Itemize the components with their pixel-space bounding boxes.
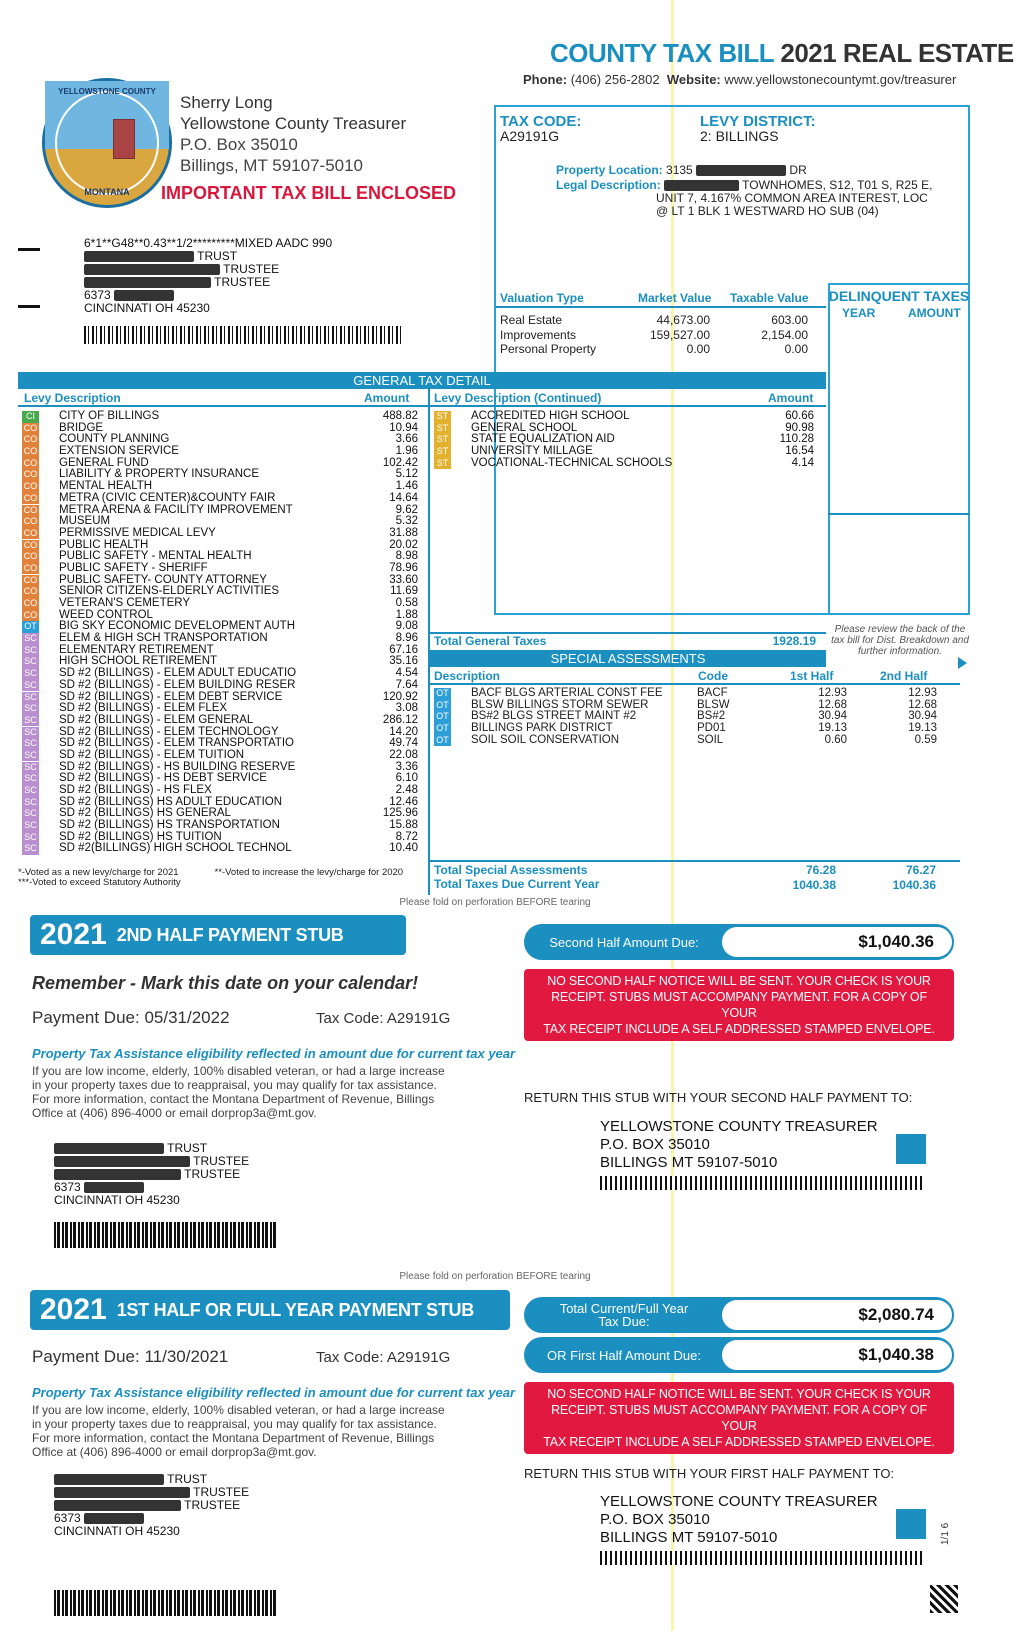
- levy-category-badge: SC: [22, 843, 39, 855]
- second-half-stub-banner: 2021 2ND HALF PAYMENT STUB: [30, 915, 406, 955]
- levy-amount: 5.12: [395, 468, 418, 481]
- levy-category-badge: CO: [23, 504, 38, 515]
- postal-barcode: [600, 1551, 924, 1565]
- levy-amount: 6.10: [395, 772, 418, 785]
- page-mark: 1/1 6: [940, 1522, 951, 1545]
- pta-body: If you are low income, elderly, 100% disabled veteran, or had a large increase in your property taxes due to reappraisal, you may qualify for tax assistance. For more information, contact the Montana Department of Revenue, Billings Office at (406) 896-4000 or email dorprop3a@mt.gov.: [32, 1064, 445, 1120]
- levy-category-badge: SC: [22, 773, 39, 785]
- levy-amount: 7.64: [395, 678, 418, 691]
- levy-category-badge: CO: [23, 516, 38, 527]
- levy-category-badge: SC: [22, 633, 39, 645]
- levy-description: PERMISSIVE MEDICAL LEVY: [59, 526, 216, 539]
- divider: [828, 513, 970, 515]
- remit-address: YELLOWSTONE COUNTY TREASURER P.O. BOX 35010 BILLINGS MT 59107-5010: [600, 1493, 878, 1546]
- levy-amount: 8.98: [395, 550, 418, 563]
- levy-amount: 8.72: [395, 830, 418, 843]
- levy-description: BRIDGE: [59, 421, 104, 434]
- qr-code: [930, 1585, 958, 1613]
- stub-tax-code: Tax Code: A29191G: [316, 1349, 451, 1366]
- levy-category-badge: CO: [23, 562, 38, 573]
- legal-description: Legal Description: TOWNHOMES, S12, T01 S, R25 E, UNIT 7, 4.167% COMMON AREA INTEREST, LOC @ LT 1 BLK 1 WESTWARD HO SUB (04): [556, 178, 933, 218]
- property-location: Property Location: 3135 DR: [556, 163, 807, 177]
- levy-description: SENIOR CITIZENS-ELDERLY ACTIVITIES: [59, 585, 280, 598]
- levy-amount: 125.96: [382, 807, 418, 820]
- levy-description: EXTENSION SERVICE: [59, 445, 179, 458]
- sa-second-half: 30.94: [908, 710, 937, 723]
- levy-description: PUBLIC SAFETY - SHERIFF: [59, 561, 208, 574]
- stub-barcode: [54, 1222, 278, 1248]
- second-half-amount-pill: Second Half Amount Due: $1,040.36: [524, 924, 954, 960]
- sa-second-half: 12.93: [908, 687, 937, 699]
- levy-category-badge: CO: [23, 446, 38, 457]
- fold-instruction: Please fold on perforation BEFORE tearing: [399, 1271, 591, 1282]
- levy-row: [22, 785, 418, 797]
- levy-amount: 1.88: [395, 608, 418, 621]
- levy-amount: 9.62: [395, 503, 418, 516]
- sa-second-half: 12.68: [908, 698, 937, 711]
- delinquent-year-header: YEAR: [842, 306, 876, 320]
- levy-category-badge: CO: [23, 551, 38, 562]
- levy-category-badge: SC: [22, 820, 39, 832]
- general-tax-left-list: [22, 411, 418, 855]
- levy-description: SD #2 (BILLINGS) - ELEM TRANSPORTATIO: [59, 737, 294, 750]
- levy-row: [22, 680, 418, 692]
- divider: [430, 683, 960, 685]
- total-due-label: Total Taxes Due Current Year: [434, 877, 600, 891]
- levy-row: [22, 446, 418, 458]
- levy-description: SD #2 (BILLINGS) - HS DEBT SERVICE: [59, 772, 267, 785]
- column-divider: [428, 389, 430, 895]
- stub-barcode: [54, 1590, 278, 1616]
- remit-address: YELLOWSTONE COUNTY TREASURER P.O. BOX 35010 BILLINGS MT 59107-5010: [600, 1118, 878, 1171]
- levy-description: SD #2 (BILLINGS) HS TUITION: [59, 830, 222, 843]
- levy-category-badge: ST: [434, 434, 451, 446]
- levy-description: PUBLIC SAFETY - MENTAL HEALTH: [59, 550, 252, 563]
- levy-category-badge: CO: [23, 527, 38, 538]
- levy-category-badge: CO: [23, 469, 38, 480]
- arrow-right-icon: [958, 657, 967, 669]
- levy-description: METRA ARENA & FACILITY IMPROVEMENT: [59, 503, 293, 516]
- website-link[interactable]: www.yellowstonecountymt.gov/treasurer: [724, 72, 957, 87]
- levy-category-badge: CO: [23, 434, 38, 445]
- levy-description: METRA (CIVIC CENTER)&COUNTY FAIR: [59, 491, 276, 504]
- general-tax-right-list: [434, 411, 814, 469]
- levy-category-badge: CO: [23, 492, 38, 503]
- special-assessment-row: [434, 735, 954, 747]
- total-sa-first-half: 76.28: [805, 863, 836, 877]
- levy-amount: 11.69: [390, 585, 418, 598]
- levy-category-badge: CO: [23, 422, 38, 433]
- contact-line: Phone: (406) 256-2802 Website: www.yellowstonecountymt.gov/treasurer: [523, 72, 957, 87]
- county-seal-logo: YELLOWSTONE COUNTY MONTANA: [42, 78, 172, 208]
- valuation-table: [500, 313, 810, 357]
- levy-category-badge: SC: [22, 645, 39, 657]
- payment-due-date: Payment Due: 05/31/2022: [32, 1008, 230, 1027]
- sa-first-half-header: 1st Half: [790, 669, 834, 683]
- sa-description: BILLINGS PARK DISTRICT: [471, 722, 613, 735]
- fold-instruction: Please fold on perforation BEFORE tearing: [399, 897, 591, 908]
- levy-category-badge: CO: [23, 609, 38, 620]
- total-general-taxes-value: 1928.19: [772, 634, 816, 648]
- levy-category-badge: SC: [22, 762, 39, 774]
- levy-row: [22, 633, 418, 645]
- special-assessment-row: [434, 723, 954, 735]
- levy-description: SD #2 (BILLINGS) - ELEM FLEX: [59, 702, 228, 715]
- sa-description: SOIL SOIL CONSERVATION: [471, 733, 620, 746]
- levy-description: VETERAN'S CEMETERY: [59, 597, 191, 609]
- levy-amount: 14.64: [389, 491, 418, 504]
- levy-row: [22, 843, 418, 855]
- levy-category-badge: CO: [23, 481, 38, 492]
- levy-description: ELEM & HIGH SCH TRANSPORTATION: [59, 632, 268, 645]
- levy-row: [434, 446, 814, 458]
- return-instruction: RETURN THIS STUB WITH YOUR SECOND HALF PAYMENT TO:: [524, 1090, 913, 1105]
- valuation-row: Personal Property 0.00 0.00: [500, 342, 808, 356]
- levy-amount: 20.02: [389, 538, 418, 551]
- registration-mark: [18, 305, 40, 308]
- levy-row: [22, 411, 418, 423]
- levy-category-badge: CO: [23, 586, 38, 597]
- pta-heading: Property Tax Assistance eligibility reflected in amount due for current tax year: [32, 1046, 516, 1061]
- levy-amount: 1.46: [395, 480, 418, 493]
- no-notice-warning: NO SECOND HALF NOTICE WILL BE SENT. YOUR CHECK IS YOUR RECEIPT. STUBS MUST ACCOMPANY PAYMENT. FOR A COPY OF YOUR TAX RECEIPT INCLUDE A SELF ADDRESSED STAMPED ENVELOPE.: [524, 969, 954, 1041]
- levy-category-badge: SC: [22, 692, 39, 704]
- levy-description: ELEMENTARY RETIREMENT: [59, 643, 214, 656]
- levy-amount: 33.60: [389, 573, 418, 586]
- levy-description: SD #2 (BILLINGS) HS GENERAL: [59, 807, 231, 820]
- levy-row: [22, 493, 418, 505]
- levy-description: MENTAL HEALTH: [59, 480, 153, 493]
- levy-category-badge: SC: [22, 680, 39, 692]
- sa-description: BACF BLGS ARTERIAL CONST FEE: [471, 687, 663, 699]
- sa-code: BACF: [697, 687, 728, 699]
- total-special-assessments-label: Total Special Assessments: [434, 863, 588, 877]
- scan-mark: [896, 1509, 926, 1539]
- pta-body: If you are low income, elderly, 100% disabled veteran, or had a large increase in your property taxes due to reappraisal, you may qualify for tax assistance. For more information, contact the Montana Department of Revenue, Billings Office at (406) 896-4000 or email dorprop3a@mt.gov.: [32, 1403, 445, 1459]
- levy-amount: 3.66: [395, 433, 418, 446]
- levy-description: PUBLIC HEALTH: [59, 538, 149, 551]
- levy-row: [22, 528, 418, 540]
- postal-barcode: [84, 326, 404, 344]
- levy-category-badge: SC: [22, 703, 39, 715]
- levy-amount: 102.42: [382, 456, 418, 469]
- remember-note: Remember - Mark this date on your calendar!: [32, 973, 419, 993]
- special-assessments-title: SPECIAL ASSESSMENTS: [430, 650, 826, 667]
- levy-amount: 4.14: [791, 456, 814, 469]
- amount-continued-header: Amount: [768, 391, 814, 405]
- sa-badge: OT: [434, 711, 451, 723]
- levy-amount: 90.98: [785, 421, 814, 434]
- levy-description: WEED CONTROL: [59, 608, 153, 621]
- levy-amount: 3.36: [395, 760, 418, 773]
- footnotes: *-Voted as a new levy/charge for 2021 **-Voted to increase the levy/charge for 2020 ***-Voted to exceed Statutory Authority: [18, 867, 404, 888]
- levy-description: ACCREDITED HIGH SCHOOL: [471, 410, 630, 422]
- levy-description-header: Levy Description: [24, 391, 121, 405]
- levy-amount: 2.48: [395, 784, 418, 796]
- stub-payer-address: TRUST TRUSTEE TRUSTEE 6373 CINCINNATI OH 45230: [54, 1472, 250, 1538]
- sa-second-half: 0.59: [914, 733, 937, 746]
- levy-category-badge: SC: [22, 750, 39, 762]
- levy-category-badge: SC: [22, 785, 39, 797]
- levy-description: HIGH SCHOOL RETIREMENT: [59, 655, 218, 668]
- sa-badge: OT: [434, 735, 451, 747]
- pta-heading: Property Tax Assistance eligibility reflected in amount due for current tax year: [32, 1385, 516, 1400]
- total-due-pill: Total Current/Full Year Tax Due: $2,080.74: [524, 1297, 954, 1333]
- levy-amount: 3.08: [395, 702, 418, 715]
- levy-description: SD #2 (BILLINGS) HS TRANSPORTATION: [59, 819, 280, 832]
- special-assessments-list: [434, 688, 954, 746]
- levy-amount: 16.54: [785, 445, 814, 458]
- levy-description-continued-header: Levy Description (Continued): [434, 391, 602, 405]
- levy-description: SD #2 (BILLINGS) - ELEM BUILDING RESER: [59, 678, 296, 691]
- levy-description: STATE EQUALIZATION AID: [471, 433, 615, 446]
- levy-amount: 120.92: [382, 690, 418, 703]
- sa-first-half: 19.13: [818, 722, 847, 735]
- levy-row: [434, 458, 814, 470]
- levy-category-badge: ST: [434, 411, 451, 423]
- levy-amount: 8.96: [395, 632, 418, 645]
- first-half-amount-pill: OR First Half Amount Due: $1,040.38: [524, 1337, 954, 1373]
- levy-category-badge: CI: [22, 411, 39, 423]
- levy-category-badge: SC: [22, 808, 39, 820]
- levy-description: GENERAL FUND: [59, 456, 149, 469]
- levy-category-badge: SC: [22, 668, 39, 680]
- levy-amount: 4.54: [395, 667, 418, 680]
- tax-code-value: A29191G: [500, 128, 560, 144]
- levy-category-badge: CO: [23, 574, 38, 585]
- levy-description: SD #2 (BILLINGS) - ELEM GENERAL: [59, 713, 254, 726]
- no-notice-warning: NO SECOND HALF NOTICE WILL BE SENT. YOUR CHECK IS YOUR RECEIPT. STUBS MUST ACCOMPANY PAYMENT. FOR A COPY OF YOUR TAX RECEIPT INCLUDE A SELF ADDRESSED STAMPED ENVELOPE.: [524, 1382, 954, 1454]
- levy-amount: 49.74: [389, 737, 418, 750]
- total-due-value: $2,080.74: [722, 1300, 952, 1330]
- levy-district-label: LEVY DISTRICT:: [700, 113, 816, 130]
- stub-tax-code: Tax Code: A29191G: [316, 1010, 451, 1027]
- sa-first-half: 12.68: [818, 698, 847, 711]
- taxable-value-header: Taxable Value: [730, 291, 809, 305]
- levy-amount: 286.12: [382, 713, 418, 726]
- divider: [496, 306, 826, 308]
- levy-row: [434, 411, 814, 423]
- valuation-type-header: Valuation Type: [500, 291, 584, 305]
- levy-category-badge: OT: [22, 621, 39, 633]
- levy-description: LIABILITY & PROPERTY INSURANCE: [59, 468, 260, 481]
- sa-first-half: 30.94: [818, 710, 847, 723]
- levy-category-badge: SC: [22, 715, 39, 727]
- levy-category-badge: ST: [434, 423, 451, 435]
- levy-category-badge: SC: [22, 832, 39, 844]
- levy-description: SD #2 (BILLINGS) - ELEM ADULT EDUCATIO: [59, 667, 297, 680]
- divider: [18, 405, 826, 407]
- levy-amount: 35.16: [389, 655, 418, 668]
- divider: [430, 860, 960, 862]
- sa-code: SOIL: [697, 733, 724, 746]
- levy-amount: 488.82: [382, 410, 418, 422]
- levy-category-badge: SC: [22, 797, 39, 809]
- levy-amount: 5.32: [395, 515, 418, 528]
- levy-description: SD #2(BILLINGS) HIGH SCHOOL TECHNOL: [59, 842, 292, 855]
- general-tax-detail-title: GENERAL TAX DETAIL: [18, 372, 826, 389]
- delinquent-taxes-title: DELINQUENT TAXES: [828, 288, 970, 304]
- sa-code: BS#2: [697, 710, 726, 723]
- postal-barcode: [600, 1176, 924, 1190]
- levy-amount: 67.16: [389, 643, 418, 656]
- levy-description: CITY OF BILLINGS: [59, 410, 160, 422]
- delinquent-amount-header: AMOUNT: [908, 306, 961, 320]
- sa-description: BLSW BILLINGS STORM SEWER: [471, 698, 649, 711]
- levy-description: MUSEUM: [59, 515, 111, 528]
- levy-category-badge: ST: [434, 458, 451, 470]
- levy-category-badge: SC: [22, 656, 39, 668]
- payment-due-date: Payment Due: 11/30/2021: [32, 1347, 229, 1366]
- stub-payer-address: TRUST TRUSTEE TRUSTEE 6373 CINCINNATI OH 45230: [54, 1141, 250, 1207]
- sa-first-half: 0.60: [824, 733, 847, 746]
- levy-amount: 0.58: [395, 597, 418, 609]
- levy-amount: 10.94: [389, 421, 418, 434]
- registration-mark: [18, 248, 40, 251]
- valuation-row: Real Estate 44,673.00 603.00: [500, 313, 808, 327]
- levy-category-badge: SC: [22, 738, 39, 750]
- first-half-stub-banner: 2021 1ST HALF OR FULL YEAR PAYMENT STUB: [30, 1290, 510, 1330]
- sa-second-half: 19.13: [908, 722, 937, 735]
- valuation-row: Improvements 159,527.00 2,154.00: [500, 327, 808, 342]
- market-value-header: Market Value: [638, 291, 712, 305]
- levy-amount: 110.28: [779, 433, 814, 446]
- levy-category-badge: ST: [434, 446, 451, 458]
- sa-description: BS#2 BLGS STREET MAINT #2: [471, 710, 637, 723]
- bill-title: COUNTY TAX BILL 2021 REAL ESTATE: [550, 38, 1014, 68]
- sa-description-header: Description: [434, 669, 501, 683]
- delinquent-taxes-box: [828, 283, 970, 615]
- levy-amount: 10.40: [389, 842, 418, 855]
- levy-category-badge: CO: [23, 598, 38, 608]
- sa-code: PD01: [697, 722, 726, 735]
- second-half-amount-value: $1,040.36: [722, 927, 952, 957]
- levy-row: [22, 715, 418, 727]
- levy-row: [22, 750, 418, 762]
- levy-category-badge: CO: [23, 539, 38, 550]
- levy-description: UNIVERSITY MILLAGE: [471, 445, 593, 458]
- important-notice: IMPORTANT TAX BILL ENCLOSED: [161, 183, 456, 203]
- levy-description: SD #2 (BILLINGS) - ELEM TECHNOLOGY: [59, 725, 279, 738]
- sa-code-header: Code: [698, 669, 728, 683]
- sa-badge: OT: [434, 723, 451, 735]
- levy-description: SD #2 (BILLINGS) HS ADULT EDUCATION: [59, 795, 283, 808]
- levy-description: VOCATIONAL-TECHNICAL SCHOOLS: [471, 456, 673, 469]
- return-instruction: RETURN THIS STUB WITH YOUR FIRST HALF PAYMENT TO:: [524, 1466, 895, 1481]
- levy-row: [22, 820, 418, 832]
- levy-amount: 14.20: [389, 725, 418, 738]
- levy-amount: 1.96: [395, 445, 418, 458]
- total-due-second-half: 1040.36: [892, 878, 936, 892]
- levy-amount: 12.46: [389, 795, 418, 808]
- sa-badge: OT: [434, 700, 451, 712]
- levy-amount: 60.66: [785, 410, 814, 422]
- levy-category-badge: CO: [23, 457, 38, 468]
- first-half-amount-value: $1,040.38: [722, 1340, 952, 1370]
- levy-row: [22, 598, 418, 610]
- levy-description: PUBLIC SAFETY- COUNTY ATTORNEY: [59, 573, 267, 586]
- levy-description: BIG SKY ECONOMIC DEVELOPMENT AUTH: [59, 620, 296, 633]
- total-sa-second-half: 76.27: [905, 863, 936, 877]
- scan-mark: [896, 1134, 926, 1164]
- mailing-address: 6*1**G48**0.43**1/2*********MIXED AADC 990 TRUST TRUSTEE TRUSTEE 6373 CINCINNATI OH 45230: [84, 236, 333, 315]
- sa-first-half: 12.93: [818, 687, 847, 699]
- sa-badge: OT: [434, 688, 451, 700]
- levy-amount: 78.96: [389, 561, 418, 574]
- levy-description: SD #2 (BILLINGS) - HS FLEX: [59, 784, 212, 796]
- sa-second-half-header: 2nd Half: [880, 669, 928, 683]
- total-general-taxes-label: Total General Taxes: [434, 634, 547, 648]
- treasurer-block: Sherry Long Yellowstone County Treasurer P.O. Box 35010 Billings, MT 59107-5010: [180, 93, 407, 175]
- levy-description: SD #2 (BILLINGS) - ELEM TUITION: [59, 748, 245, 761]
- levy-description: SD #2 (BILLINGS) - ELEM DEBT SERVICE: [59, 690, 283, 703]
- review-note: Please review the back of the tax bill for Dist. Breakdown and further information.: [831, 624, 969, 657]
- amount-header: Amount: [364, 391, 410, 405]
- tax-code-label: TAX CODE:: [500, 113, 582, 130]
- levy-amount: 22.08: [389, 748, 418, 761]
- levy-district-value: 2: BILLINGS: [700, 128, 779, 144]
- levy-description: COUNTY PLANNING: [59, 433, 170, 446]
- levy-amount: 9.08: [395, 620, 418, 633]
- sa-code: BLSW: [697, 698, 730, 711]
- levy-category-badge: SC: [22, 727, 39, 739]
- levy-description: SD #2 (BILLINGS) - HS BUILDING RESERVE: [59, 760, 296, 773]
- levy-amount: 31.88: [389, 526, 418, 539]
- special-assessment-row: [434, 688, 954, 700]
- levy-amount: 15.88: [389, 819, 418, 832]
- total-due-first-half: 1040.38: [792, 878, 836, 892]
- levy-row: [22, 563, 418, 575]
- levy-description: GENERAL SCHOOL: [471, 421, 578, 434]
